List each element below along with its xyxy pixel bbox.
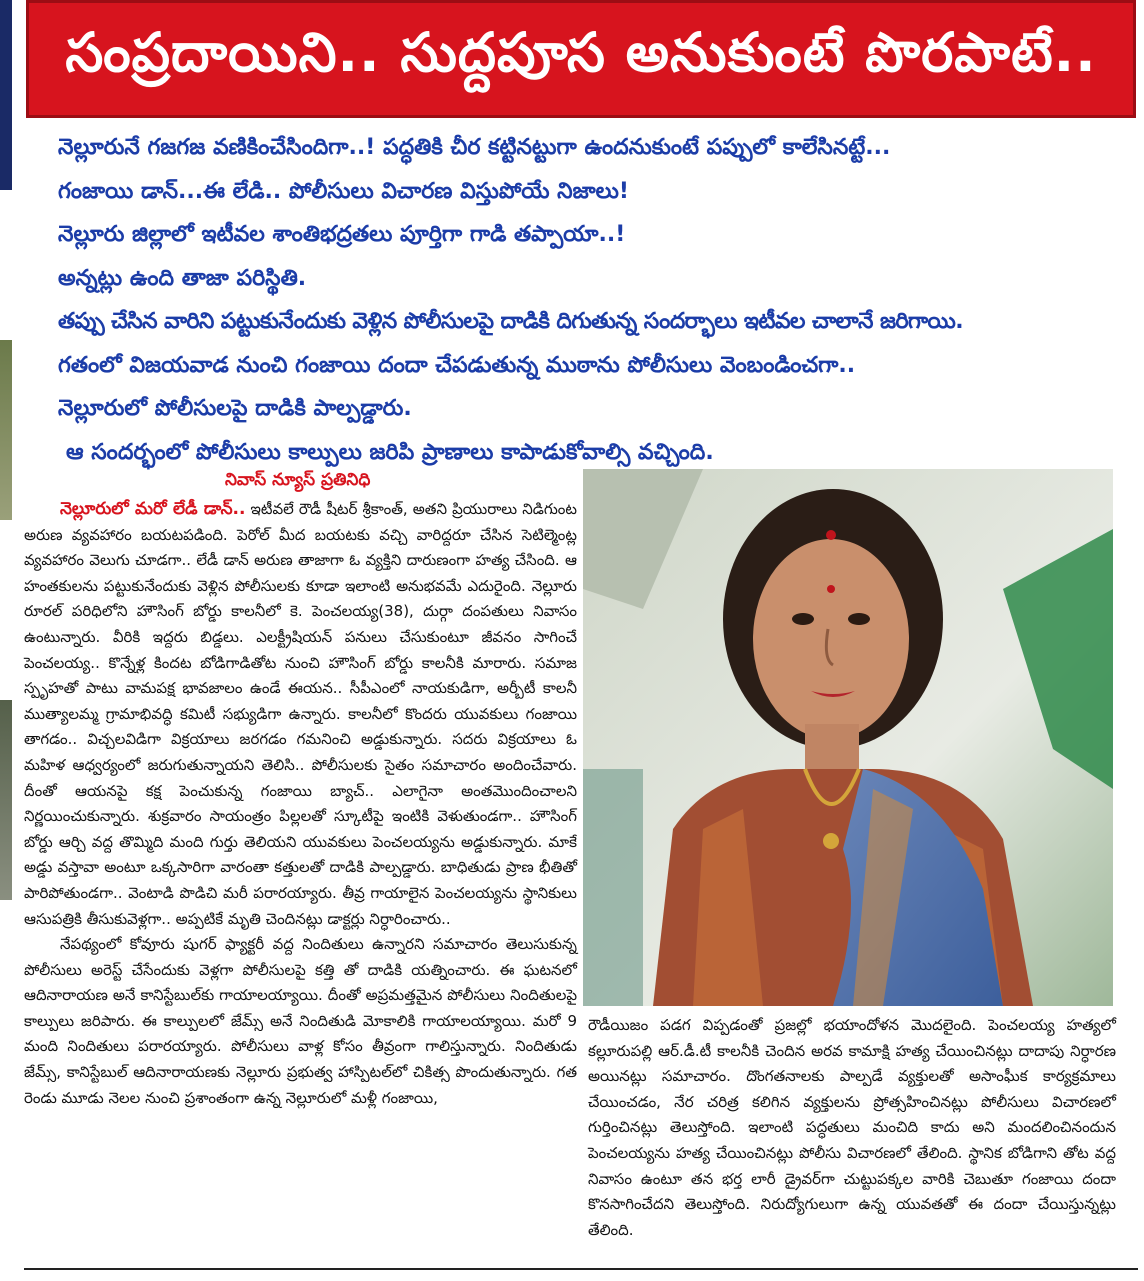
intro-line: గంజాయి డాన్...ఈ లేడి.. పోలీసులు విచారణ విస్తుపోయే నిజాలు! <box>58 178 629 204</box>
article-column-right <box>588 1013 1116 1243</box>
intro-block <box>58 126 1138 474</box>
intro-line: గతంలో విజయవాడ నుంచి గంజాయి దందా చేపడుతున్న ముఠాను పోలీసులు వెంబండించగా.. <box>58 352 856 378</box>
article-paragraph: రౌడీయిజం పడగ విప్పడంతో ప్రజల్లో భయాందోళన మొదలైంది. పెంచలయ్య హత్యలో కల్లూరుపల్లి ఆర్.డీ.టీ కాలనీకి చెందిన అరవ కామాక్షి హత్య చేయించినట్లు దాదాపు నిర్ధారణ అయినట్లు సమాచారం. దొంగతనాలకు పాల్పడే వ్యక్తులతో అసాంఘీక కార్యక్రమాలు చేయించడం, నేర చరిత్ర కలిగిన వ్యక్తులను ప్రోత్సహించినట్లు పోలీసులు విచారణలో గుర్తించినట్లు తెలుస్తోంది. ఇలాంటి పద్ధతులు మంచిది కాదు అని మందలించినందున పెంచలయ్యను హత్య చేయించినట్లు పోలీసు విచారణలో తేలింది. స్థానిక బోడిగాని తోట వద్ద నివాసం ఉంటూ తన భర్త లారీ డ్రైవర్‌గా చుట్టుపక్కల వారికి చెబుతూ గంజాయి దందా కొనసాగించేదని తెలుస్తోంది. నిరుద్యోగులుగా ఉన్న యువతతో ఈ దందా చేయిస్తున్నట్లు తేలింది. <box>588 1016 1116 1239</box>
headline-banner <box>26 0 1136 118</box>
article-column-left <box>24 497 577 1111</box>
byline: నివాస్ న్యూస్ ప్రతినిధి <box>225 470 371 490</box>
page-edge-strip <box>0 0 12 1281</box>
article-paragraph: నేపథ్యంలో కోవూరు షుగర్ ఫ్యాక్టరీ వద్ద నిందితులు ఉన్నారని సమాచారం తెలుసుకున్న పోలీసులు అరెస్ట్ చేసేందుకు వెళ్లగా పోలీసులపై కత్తి తో దాడికి యత్నించారు. ఈ ఘటనలో ఆదినారాయణ అనే కానిస్టేబుల్‌కు గాయాలయ్యాయి. దీంతో అప్రమత్తమైన పోలీసులు నిందితులపై కాల్పులు జరిపారు. ఈ కాల్పులలో జేమ్స్ అనే నిందితుడి మోకాలికి గాయాలయ్యాయి. మరో 9 మంది నిందితులు పరారయ్యారు. పోలీసులు వాళ్ల కోసం తీవ్రంగా గాలిస్తున్నారు. నిందితుడు జేమ్స్, కానిస్టేబుల్ ఆదినారాయణకు నెల్లూరు ప్రభుత్వ హాస్పిటల్‌లో చికిత్స పొందుతున్నారు. గత రెండు మూడు నెలల నుంచి ప్రశాంతంగా ఉన్న నెల్లూరులో మళ్లీ గంజాయి, <box>24 935 577 1107</box>
bottom-rule <box>24 1268 1138 1270</box>
portrait-photo <box>583 469 1113 1006</box>
lead-kicker: నెల్లూరులో మరో లేడీ డాన్.. <box>60 499 246 519</box>
intro-line: ఆ సందర్భంలో పోలీసులు కాల్పులు జరిపి ప్రాణాలు కాపాడుకోవాల్సి వచ్చింది. <box>66 439 714 465</box>
intro-line: నెల్లూరులో పోలీసులపై దాడికి పాల్పడ్డారు. <box>58 396 412 421</box>
article-text: ఇటీవలే రౌడీ షీటర్ శ్రీకాంత్, అతని ప్రియురాలు నిడిగుంట అరుణ వ్యవహారం బయటపడింది. పెరోల్ మీద బయటకు వచ్చి వారిద్దరూ చేసిన సెటిల్మెంట్ల వ్యవహారం వెలుగు చూడగా.. లేడీ డాన్ అరుణ తాజాగా ఓ వ్యక్తిని దారుణంగా హత్య చేసింది. ఆ హంతకులను పట్టుకునేందుకు వెళ్లిన పోలీసులకు కూడా ఇలాంటి అనుభవమే ఎదురైంది. నెల్లూరు రూరల్ పరిధిలోని హౌసింగ్ బోర్డు కాలనీలో కె. పెంచలయ్య(38), దుర్గా దంపతులు నివాసం ఉంటున్నారు. వీరికి ఇద్దరు బిడ్డలు. ఎలక్ట్రీషియన్ పనులు చేసుకుంటూ జీవనం సాగించే పెంచలయ్య.. కొన్నేళ్ల కిందట బోడిగాడితోట నుంచి హౌసింగ్ బోర్డు కాలనీకి మారారు. సమాజ స్పృహతో పాటు వామపక్ష భావజాలం ఉండే ఈయన.. సీపీఎంలో నాయకుడిగా, అర్బీటీ కాలనీ ముత్యాలమ్మ గ్రామాభివద్ధి కమిటీ సభ్యుడిగా ఉన్నారు. కాలనీలో కొందరు యువకులు గంజాయి తాగడం.. విచ్చలవిడిగా విక్రయాలు జరగడం గమనించి అడ్డుకున్నారు. సదరు విక్రయాలు ఓ మహిళ ఆధ్వర్యంలో జరుగుతున్నాయని తెలిసి.. పోలీసులకు సైతం సమాచారం అందించేవారు. దీంతో ఆయనపై కక్ష పెంచుకున్న గంజాయి బ్యాచ్.. ఎలాగైనా అంతమొందించాలని నిర్ణయించుకున్నారు. శుక్రవారం సాయంత్రం పిల్లలతో స్కూటీపై ఇంటికి వెళుతుండగా.. హౌసింగ్ బోర్డు ఆర్చి వద్ద తొమ్మిది మంది గుర్తు తెలియని యువకులు పెంచలయ్యను అడ్డుకున్నారు. మాకే అడ్డు వస్తావా అంటూ ఒక్కసారిగా వారంతా కత్తులతో దాడికి పాల్పడ్డారు. బాధితుడు ప్రాణ భీతితో పారిపోతుండగా.. వెంటాడి పొడిచి మరీ పరారయ్యారు. తీవ్ర గాయాలైన పెంచలయ్యను స్థానికులు ఆసుపత్రికి తీసుకువెళ్లగా.. అప్పటికే మృతి చెందినట్లు డాక్టర్లు నిర్ధారించారు.. <box>24 500 577 928</box>
portrait-illustration <box>583 469 1113 1006</box>
headline: సంప్రదాయిని.. సుద్దపూస అనుకుంటే పొరపాటే.. <box>65 20 1097 84</box>
intro-line: నెల్లూరునే గజగజ వణికించేసిందిగా..! పద్ధతికి చీర కట్టినట్టుగా ఉందనుకుంటే పప్పులో కాలేసినట్టే... <box>58 135 891 160</box>
intro-line: అన్నట్లు ఉంది తాజా పరిస్థితి. <box>58 265 307 291</box>
intro-line: తప్పు చేసిన వారిని పట్టుకునేందుకు వెళ్లిన పోలీసులపై దాడికి దిగుతున్న సందర్భాలు ఇటీవల చాలానే జరిగాయి. <box>58 309 963 334</box>
article-paragraph <box>24 497 577 932</box>
intro-line: నెల్లూరు జిల్లాలో ఇటీవల శాంతిభద్రతలు పూర్తిగా గాడి తప్పాయా..! <box>58 222 626 247</box>
